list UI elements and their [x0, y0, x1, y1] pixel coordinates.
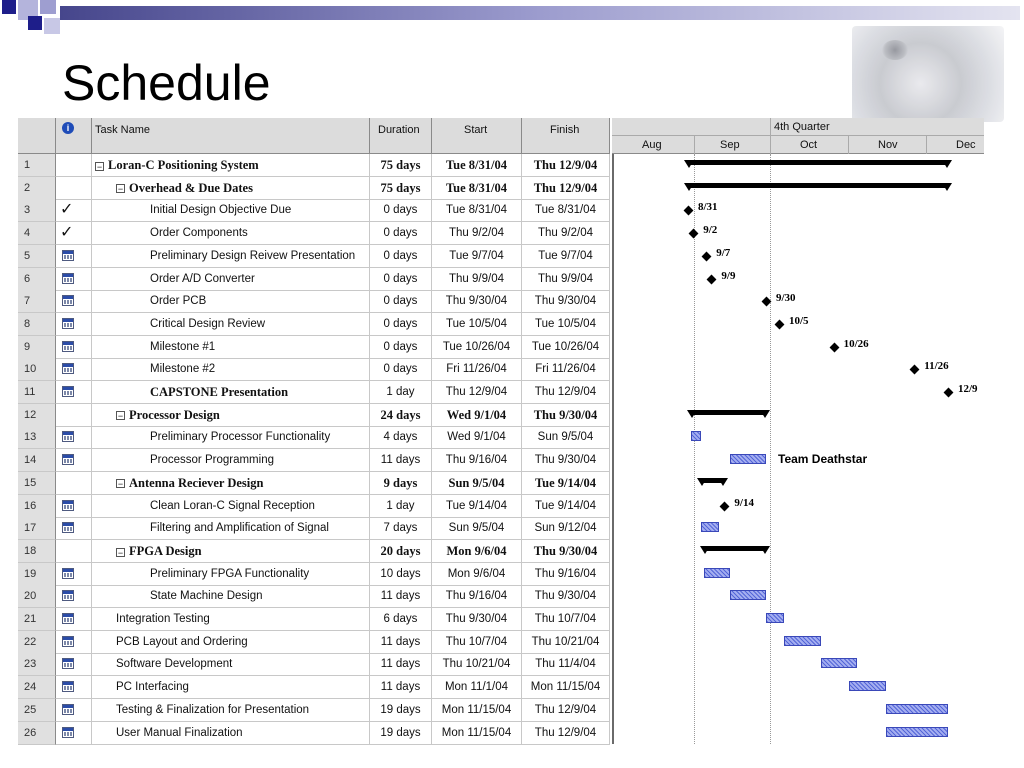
table-row[interactable]: [18, 177, 610, 200]
summary-bar[interactable]: [701, 478, 724, 483]
start-cell[interactable]: Mon 11/1/04: [432, 676, 522, 699]
start-cell[interactable]: Tue 10/5/04: [432, 313, 522, 336]
month-divider: [694, 135, 695, 154]
finish-cell[interactable]: Sun 9/12/04: [522, 517, 610, 540]
table-row[interactable]: [18, 290, 610, 313]
table-row[interactable]: [18, 245, 610, 268]
milestone-label: 9/14: [734, 496, 754, 509]
finish-cell[interactable]: Thu 9/2/04: [522, 222, 610, 245]
task-bar[interactable]: [886, 727, 948, 737]
finish-cell[interactable]: Thu 10/7/04: [522, 608, 610, 631]
month-aug: Aug: [642, 139, 662, 151]
task-name-cell[interactable]: [92, 495, 370, 518]
calendar-icon: [62, 386, 74, 397]
calendar-icon: [62, 681, 74, 692]
duration-cell[interactable]: 6 days: [370, 608, 432, 631]
duration-cell[interactable]: 0 days: [370, 199, 432, 222]
task-name-cell[interactable]: [92, 608, 370, 631]
indicator-cell: [56, 676, 92, 699]
row-id[interactable]: 25: [18, 699, 56, 722]
table-row[interactable]: [18, 222, 610, 245]
table-row[interactable]: [18, 268, 610, 291]
task-name: FPGA Design: [129, 543, 202, 558]
duration-cell[interactable]: 24 days: [370, 404, 432, 427]
summary-bar[interactable]: [688, 183, 948, 188]
month-divider: [848, 135, 849, 154]
slide-title: Schedule: [62, 55, 271, 111]
task-name: Integration Testing: [116, 613, 210, 625]
task-name-cell[interactable]: [92, 222, 370, 245]
table-row[interactable]: [18, 336, 610, 359]
task-name: State Machine Design: [150, 590, 263, 603]
header-indicators[interactable]: [56, 118, 92, 154]
indicator-cell: [56, 177, 92, 200]
milestone-label: 9/7: [716, 246, 731, 259]
calendar-icon: [62, 295, 74, 306]
start-cell[interactable]: Sun 9/5/04: [432, 517, 522, 540]
gantt-gridline: [770, 154, 771, 744]
table-row[interactable]: [18, 563, 610, 586]
task-name: Preliminary Design Reivew Presentation: [150, 249, 356, 262]
task-name-cell[interactable]: [92, 585, 370, 608]
duration-cell[interactable]: 19 days: [370, 699, 432, 722]
calendar-icon: [62, 658, 74, 669]
indicator-cell: [56, 336, 92, 359]
finish-cell[interactable]: Thu 9/30/04: [522, 540, 610, 563]
task-name-cell[interactable]: [92, 245, 370, 268]
finish-cell[interactable]: Thu 9/30/04: [522, 585, 610, 608]
start-cell[interactable]: Thu 10/21/04: [432, 653, 522, 676]
table-row[interactable]: [18, 699, 610, 722]
task-bar[interactable]: [701, 522, 719, 532]
summary-bar[interactable]: [704, 546, 766, 551]
finish-cell[interactable]: Thu 9/9/04: [522, 268, 610, 291]
duration-cell[interactable]: 0 days: [370, 222, 432, 245]
calendar-icon: [62, 704, 74, 715]
row-id[interactable]: 8: [18, 313, 56, 336]
header-divider: [612, 135, 984, 136]
table-row[interactable]: [18, 449, 610, 472]
task-name: Filtering and Amplification of Signal: [150, 522, 329, 535]
task-name-cell[interactable]: [92, 381, 370, 404]
duration-cell[interactable]: 11 days: [370, 653, 432, 676]
row-id[interactable]: 22: [18, 631, 56, 654]
task-name-cell[interactable]: [92, 154, 370, 177]
task-name-cell[interactable]: [92, 653, 370, 676]
task-name: Milestone #2: [150, 363, 216, 376]
indicator-cell: [56, 222, 92, 245]
indicator-cell: [56, 358, 92, 381]
start-cell[interactable]: Thu 9/16/04: [432, 449, 522, 472]
header-row-id: [18, 118, 56, 154]
duration-cell[interactable]: 10 days: [370, 563, 432, 586]
table-row[interactable]: [18, 154, 610, 177]
start-cell[interactable]: Wed 9/1/04: [432, 404, 522, 427]
task-name: Overhead & Due Dates: [129, 180, 253, 195]
row-id[interactable]: 6: [18, 268, 56, 291]
gantt-gridline: [694, 154, 695, 744]
row-id[interactable]: 24: [18, 676, 56, 699]
header-task-name-label: Task Name: [95, 124, 151, 136]
milestone-label: 11/26: [924, 360, 949, 373]
header-finish-label: Finish: [550, 124, 580, 136]
row-id[interactable]: 11: [18, 381, 56, 404]
start-cell[interactable]: Mon 11/15/04: [432, 699, 522, 722]
milestone-label: 9/30: [776, 292, 796, 305]
indicator-cell: [56, 381, 92, 404]
table-row[interactable]: [18, 585, 610, 608]
task-name-cell[interactable]: [92, 472, 370, 495]
indicator-cell: [56, 404, 92, 427]
table-row[interactable]: [18, 631, 610, 654]
table-row[interactable]: [18, 199, 610, 222]
task-bar[interactable]: [766, 613, 784, 623]
duration-cell[interactable]: 1 day: [370, 381, 432, 404]
indicator-cell: [56, 154, 92, 177]
calendar-icon: [62, 500, 74, 511]
finish-cell[interactable]: Tue 10/26/04: [522, 336, 610, 359]
table-row[interactable]: [18, 676, 610, 699]
task-name: Clean Loran-C Signal Reception: [150, 499, 315, 512]
row-id[interactable]: 20: [18, 585, 56, 608]
calendar-icon: [62, 727, 74, 738]
task-bar[interactable]: [730, 590, 766, 600]
table-row[interactable]: [18, 653, 610, 676]
table-row[interactable]: [18, 608, 610, 631]
task-bar[interactable]: [821, 658, 857, 668]
finish-cell[interactable]: Tue 9/14/04: [522, 472, 610, 495]
table-row[interactable]: [18, 381, 610, 404]
header-duration-label: Duration: [378, 124, 420, 136]
start-cell[interactable]: Tue 8/31/04: [432, 154, 522, 177]
indicator-cell: [56, 313, 92, 336]
start-cell[interactable]: Tue 9/14/04: [432, 495, 522, 518]
start-cell[interactable]: Thu 12/9/04: [432, 381, 522, 404]
calendar-icon: [62, 318, 74, 329]
start-cell[interactable]: Wed 9/1/04: [432, 426, 522, 449]
row-id[interactable]: 4: [18, 222, 56, 245]
row-id[interactable]: 2: [18, 177, 56, 200]
task-name: Antenna Reciever Design: [129, 475, 264, 490]
indicator-cell: [56, 290, 92, 313]
calendar-icon: [62, 590, 74, 601]
duration-cell[interactable]: 11 days: [370, 449, 432, 472]
calendar-icon: [62, 522, 74, 533]
duration-cell[interactable]: 11 days: [370, 676, 432, 699]
task-name-cell[interactable]: [92, 426, 370, 449]
collapse-toggle-icon[interactable]: −: [117, 479, 124, 490]
start-cell[interactable]: Tue 10/26/04: [432, 336, 522, 359]
indicator-cell: [56, 608, 92, 631]
finish-cell[interactable]: Sun 9/5/04: [522, 426, 610, 449]
collapse-toggle-icon[interactable]: −: [117, 411, 124, 422]
indicator-cell: [56, 426, 92, 449]
duration-cell[interactable]: 0 days: [370, 268, 432, 291]
table-row[interactable]: [18, 426, 610, 449]
row-id[interactable]: 14: [18, 449, 56, 472]
duration-cell[interactable]: 75 days: [370, 177, 432, 200]
duration-cell[interactable]: 7 days: [370, 517, 432, 540]
start-cell[interactable]: Thu 9/9/04: [432, 268, 522, 291]
task-name-cell[interactable]: [92, 631, 370, 654]
finish-cell[interactable]: Thu 12/9/04: [522, 177, 610, 200]
header-start[interactable]: [432, 118, 522, 154]
finish-cell[interactable]: Thu 12/9/04: [522, 699, 610, 722]
indicator-cell: [56, 653, 92, 676]
duration-cell[interactable]: 0 days: [370, 313, 432, 336]
task-name: CAPSTONE Presentation: [150, 385, 289, 399]
finish-cell[interactable]: Tue 9/14/04: [522, 495, 610, 518]
task-name-cell[interactable]: [92, 404, 370, 427]
task-name: Processor Programming: [150, 454, 274, 467]
month-nov: Nov: [878, 139, 898, 151]
corner-square-3: [40, 0, 56, 14]
row-id[interactable]: 17: [18, 517, 56, 540]
task-name-cell[interactable]: [92, 540, 370, 563]
duration-cell[interactable]: 11 days: [370, 585, 432, 608]
task-name-cell[interactable]: [92, 676, 370, 699]
team-note: Team Deathstar: [778, 452, 868, 466]
task-bar[interactable]: [691, 431, 701, 441]
header-duration[interactable]: [370, 118, 432, 154]
duration-cell[interactable]: 0 days: [370, 245, 432, 268]
finish-cell[interactable]: Thu 9/30/04: [522, 449, 610, 472]
death-star-image: [852, 26, 1004, 122]
indicator-cell: [56, 472, 92, 495]
header-start-label: Start: [464, 124, 488, 136]
duration-cell[interactable]: 75 days: [370, 154, 432, 177]
calendar-icon: [62, 636, 74, 647]
start-cell[interactable]: Thu 10/7/04: [432, 631, 522, 654]
finish-cell[interactable]: Thu 12/9/04: [522, 381, 610, 404]
calendar-icon: [62, 613, 74, 624]
collapse-toggle-icon[interactable]: −: [96, 161, 103, 172]
summary-bar[interactable]: [688, 160, 948, 165]
calendar-icon: [62, 250, 74, 261]
duration-cell[interactable]: 4 days: [370, 426, 432, 449]
start-cell[interactable]: Tue 9/7/04: [432, 245, 522, 268]
quarter-label: 4th Quarter: [774, 121, 830, 133]
task-name-cell[interactable]: [92, 177, 370, 200]
finish-cell[interactable]: Thu 9/30/04: [522, 290, 610, 313]
row-id[interactable]: 1: [18, 154, 56, 177]
quarter-divider: [770, 118, 771, 135]
finish-cell[interactable]: Mon 11/15/04: [522, 676, 610, 699]
task-name: Critical Design Review: [150, 317, 266, 330]
header-finish[interactable]: [522, 118, 610, 154]
task-name-cell[interactable]: [92, 313, 370, 336]
task-name-cell[interactable]: [92, 563, 370, 586]
finish-cell[interactable]: Tue 10/5/04: [522, 313, 610, 336]
indicator-cell: [56, 268, 92, 291]
start-cell[interactable]: Thu 9/16/04: [432, 585, 522, 608]
indicator-cell: [56, 722, 92, 745]
row-id[interactable]: 5: [18, 245, 56, 268]
table-row[interactable]: [18, 404, 610, 427]
corner-square-1: [2, 0, 16, 14]
complete-check-icon: ✓: [60, 224, 74, 242]
table-row[interactable]: [18, 517, 610, 540]
duration-cell[interactable]: 1 day: [370, 495, 432, 518]
table-row[interactable]: [18, 495, 610, 518]
finish-cell[interactable]: Thu 9/30/04: [522, 404, 610, 427]
task-name: Milestone #1: [150, 340, 216, 353]
finish-cell[interactable]: Thu 12/9/04: [522, 722, 610, 745]
table-row[interactable]: [18, 722, 610, 745]
indicator-cell: [56, 517, 92, 540]
calendar-icon: [62, 568, 74, 579]
indicator-cell: [56, 585, 92, 608]
header-task-name[interactable]: [92, 118, 370, 154]
month-divider: [926, 135, 927, 154]
row-id[interactable]: 19: [18, 563, 56, 586]
task-name: User Manual Finalization: [116, 726, 243, 739]
task-bar[interactable]: [886, 704, 948, 714]
task-bar[interactable]: [849, 681, 885, 691]
start-cell[interactable]: Tue 8/31/04: [432, 177, 522, 200]
task-name: Preliminary FPGA Functionality: [150, 567, 310, 580]
duration-cell[interactable]: 0 days: [370, 290, 432, 313]
summary-bar[interactable]: [691, 410, 766, 415]
task-name: Order Components: [150, 227, 248, 240]
info-icon: i: [62, 122, 74, 134]
row-id[interactable]: 21: [18, 608, 56, 631]
indicator-cell: [56, 563, 92, 586]
milestone-label: 9/9: [721, 269, 736, 282]
start-cell[interactable]: Thu 9/30/04: [432, 290, 522, 313]
task-name: Initial Design Objective Due: [150, 204, 292, 217]
row-id[interactable]: 7: [18, 290, 56, 313]
finish-cell[interactable]: Thu 10/21/04: [522, 631, 610, 654]
indicator-cell: [56, 245, 92, 268]
duration-cell[interactable]: 20 days: [370, 540, 432, 563]
row-id[interactable]: 12: [18, 404, 56, 427]
finish-cell[interactable]: Tue 8/31/04: [522, 199, 610, 222]
task-name-cell[interactable]: [92, 290, 370, 313]
task-name-cell[interactable]: [92, 199, 370, 222]
collapse-toggle-icon[interactable]: −: [117, 184, 124, 195]
task-bar[interactable]: [784, 636, 820, 646]
indicator-cell: [56, 495, 92, 518]
indicator-cell: [56, 540, 92, 563]
month-divider: [770, 135, 771, 154]
title-accent-bar: [60, 6, 1020, 20]
task-name-cell[interactable]: [92, 336, 370, 359]
calendar-icon: [62, 273, 74, 284]
collapse-toggle-icon[interactable]: −: [117, 547, 124, 558]
month-oct: Oct: [800, 139, 818, 151]
task-name: Preliminary Processor Functionality: [150, 431, 331, 444]
table-row[interactable]: [18, 472, 610, 495]
start-cell[interactable]: Mon 9/6/04: [432, 563, 522, 586]
calendar-icon: [62, 454, 74, 465]
month-dec: Dec: [956, 139, 976, 151]
task-name: Testing & Finalization for Presentation: [116, 703, 310, 716]
finish-cell[interactable]: Fri 11/26/04: [522, 358, 610, 381]
row-id[interactable]: 16: [18, 495, 56, 518]
duration-cell[interactable]: 9 days: [370, 472, 432, 495]
task-name: Order PCB: [150, 295, 207, 308]
task-name: PC Interfacing: [116, 681, 189, 694]
task-name: Software Development: [116, 658, 233, 671]
corner-square-4: [28, 16, 42, 30]
milestone-label: 8/31: [698, 201, 718, 214]
start-cell[interactable]: Mon 9/6/04: [432, 540, 522, 563]
row-id[interactable]: 26: [18, 722, 56, 745]
table-row[interactable]: [18, 358, 610, 381]
task-bar[interactable]: [704, 568, 730, 578]
finish-cell[interactable]: Thu 9/16/04: [522, 563, 610, 586]
milestone-label: 9/2: [703, 224, 718, 237]
row-id[interactable]: 13: [18, 426, 56, 449]
start-cell[interactable]: Thu 9/30/04: [432, 608, 522, 631]
task-name: Loran-C Positioning System: [108, 158, 259, 172]
start-cell[interactable]: Mon 11/15/04: [432, 722, 522, 745]
task-name-cell[interactable]: [92, 699, 370, 722]
start-cell[interactable]: Tue 8/31/04: [432, 199, 522, 222]
milestone-label: 10/26: [843, 337, 869, 350]
row-id[interactable]: 23: [18, 653, 56, 676]
table-row[interactable]: [18, 540, 610, 563]
table-row[interactable]: [18, 313, 610, 336]
milestone-label: 12/9: [958, 383, 978, 395]
indicator-cell: [56, 449, 92, 472]
start-cell[interactable]: Fri 11/26/04: [432, 358, 522, 381]
task-name: Processor Design: [129, 407, 220, 422]
gantt-header: [612, 118, 984, 154]
start-cell[interactable]: Sun 9/5/04: [432, 472, 522, 495]
month-sep: Sep: [720, 139, 740, 151]
duration-cell[interactable]: 19 days: [370, 722, 432, 745]
milestone-label: 10/5: [789, 314, 809, 327]
task-name-cell[interactable]: [92, 358, 370, 381]
row-id[interactable]: 18: [18, 540, 56, 563]
start-cell[interactable]: Thu 9/2/04: [432, 222, 522, 245]
task-name-cell[interactable]: [92, 449, 370, 472]
indicator-cell: [56, 199, 92, 222]
finish-cell[interactable]: Thu 12/9/04: [522, 154, 610, 177]
row-id[interactable]: 3: [18, 199, 56, 222]
finish-cell[interactable]: Thu 11/4/04: [522, 653, 610, 676]
corner-square-5: [44, 18, 60, 34]
task-bar[interactable]: [730, 454, 766, 464]
finish-cell[interactable]: Tue 9/7/04: [522, 245, 610, 268]
task-name-cell[interactable]: [92, 517, 370, 540]
row-id[interactable]: 15: [18, 472, 56, 495]
calendar-icon: [62, 363, 74, 374]
duration-cell[interactable]: 0 days: [370, 358, 432, 381]
calendar-icon: [62, 341, 74, 352]
calendar-icon: [62, 431, 74, 442]
task-name: PCB Layout and Ordering: [116, 635, 248, 648]
indicator-cell: [56, 631, 92, 654]
complete-check-icon: ✓: [60, 201, 74, 219]
duration-cell[interactable]: 0 days: [370, 336, 432, 359]
row-id[interactable]: 9: [18, 336, 56, 359]
duration-cell[interactable]: 11 days: [370, 631, 432, 654]
row-id[interactable]: 10: [18, 358, 56, 381]
task-name-cell[interactable]: [92, 268, 370, 291]
indicator-cell: [56, 699, 92, 722]
gantt-chart[interactable]: [612, 118, 986, 744]
task-name-cell[interactable]: [92, 722, 370, 745]
task-name: Order A/D Converter: [150, 272, 255, 285]
